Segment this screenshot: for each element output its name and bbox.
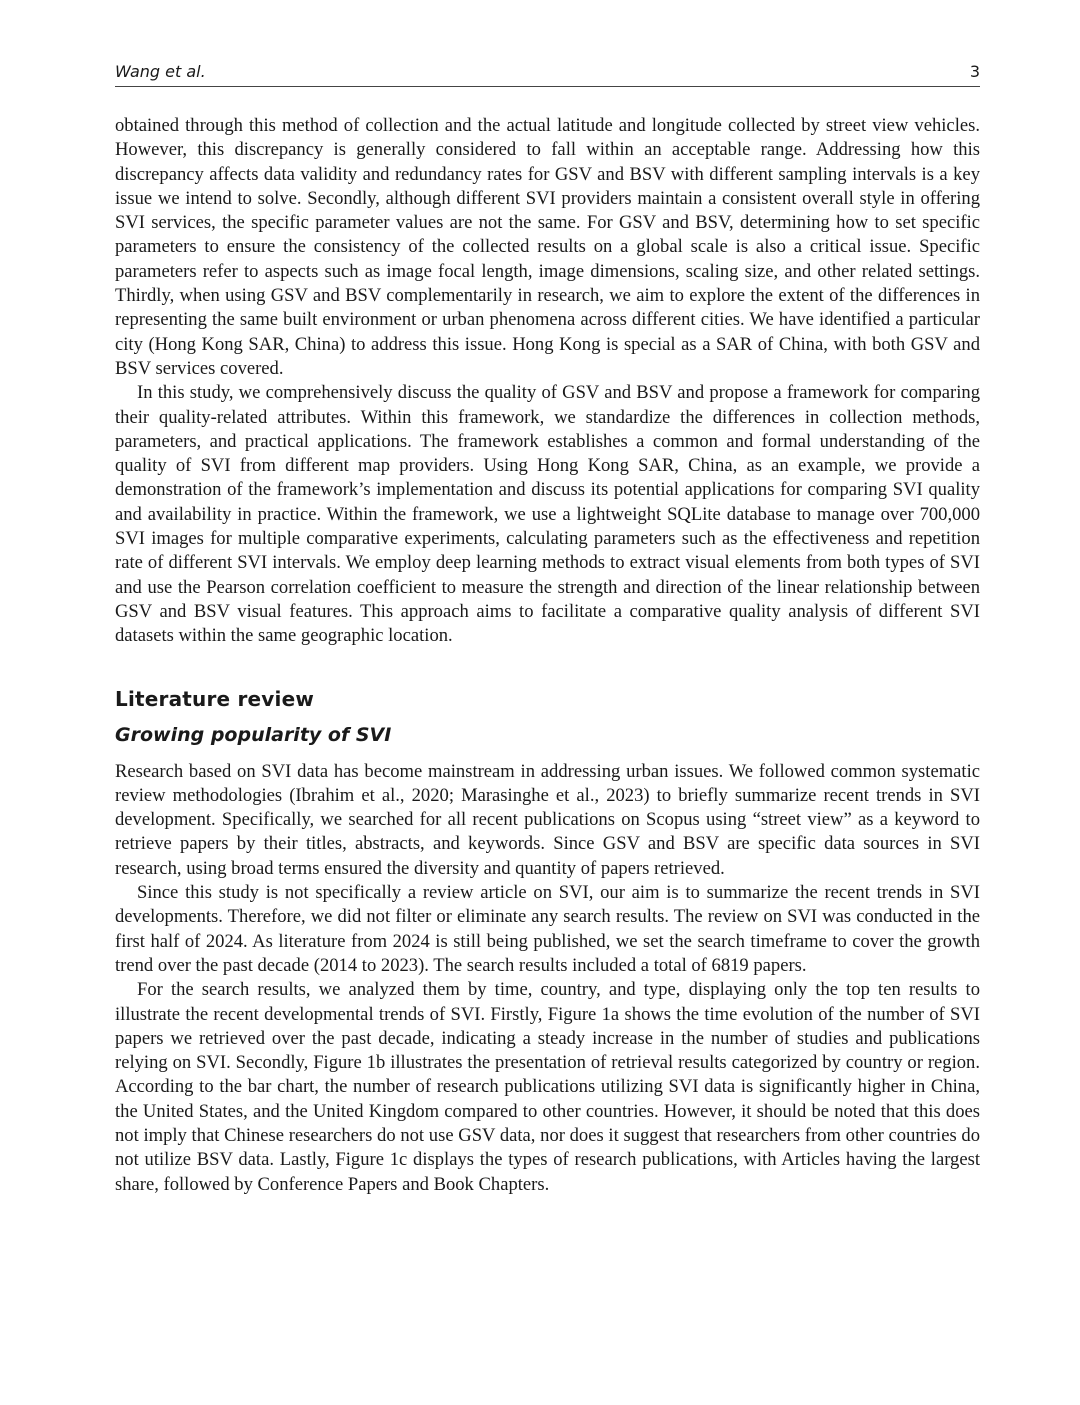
section-text xyxy=(115,760,980,1197)
paragraph: In this study, we comprehensively discuss the quality of GSV and BSV and propose a framework for comparing their quality-related attributes. Within this framework, we standardize the differences in collection methods, parameters, and practical applications. The framework establishes a common and formal understanding of the quality of SVI from different map providers. Using Hong Kong SAR, China, as an example, we provide a demonstration of the framework’s implementation and discuss its potential applications for comparing SVI quality and availability in practice. Within the framework, we use a lightweight SQLite database to manage over 700,000 SVI images for multiple comparative experiments, calculating parameters such as the effectiveness and repetition rate of different SVI intervals. We employ deep learning methods to extract visual elements from both types of SVI and use the Pearson correlation coefficient to measure the strength and direction of the linear relationship between GSV and BSV visual features. This approach aims to facilitate a comparative quality analysis of different SVI datasets within the same geographic location. xyxy=(115,382,980,647)
paragraph: For the search results, we analyzed them by time, country, and type, displaying only the top ten results to illustrate the recent developmental trends of SVI. Firstly, Figure 1a shows the time evolution of the number of SVI papers we retrieved over the past decade, indicating a steady increase in the number of studies and publications relying on SVI. Secondly, Figure 1b illustrates the presentation of retrieval results categorized by country or region. According to the bar chart, the number of research publications utilizing SVI data is significantly higher in China, the United States, and the United Kingdom compared to other countries. However, it should be noted that this does not imply that Chinese researchers do not use GSV data, nor does it suggest that researchers from other countries do not utilize BSV data. Lastly, Figure 1c displays the types of research publications, with Articles having the largest share, followed by Conference Papers and Book Chapters. xyxy=(115,979,980,1195)
running-head-authors: Wang et al. xyxy=(115,62,206,81)
intro-text xyxy=(115,114,980,649)
page-number: 3 xyxy=(969,62,980,81)
page xyxy=(115,62,980,1197)
paragraph: obtained through this method of collection and the actual latitude and longitude collected by street view vehicles. However, this discrepancy is generally considered to fall within an acceptable range. Addressing how this discrepancy affects data validity and redundancy rates for GSV and BSV with different sampling intervals is a key issue we intend to solve. Secondly, although different SVI providers maintain a consistent overall style in offering SVI services, the specific parameter values are not the same. For GSV and BSV, determining how to set specific parameters to ensure the consistency of the collected results on a global scale is also a critical issue. Specific parameters refer to aspects such as image focal length, image dimensions, scaling size, and other related settings. Thirdly, when using GSV and BSV complementarily in research, we aim to explore the extent of the differences in representing the same built environment or urban phenomena across different cities. We have identified a particular city (Hong Kong SAR, China) to address this issue. Hong Kong is special as a SAR of China, with both GSV and BSV services covered. xyxy=(115,115,980,379)
subsection-heading: Growing popularity of SVI xyxy=(115,723,392,746)
paragraph: Since this study is not specifically a review article on SVI, our aim is to summarize the recent trends in SVI developments. Therefore, we did not filter or eliminate any search results. The review on SVI was conducted in the first half of 2024. As literature from 2024 is still being published, we set the search timeframe to cover the growth trend over the past decade (2014 to 2023). The search results included a total of 6819 papers. xyxy=(115,882,980,976)
paragraph: Research based on SVI data has become mainstream in addressing urban issues. We followed common systematic review methodologies (Ibrahim et al., 2020; Marasinghe et al., 2023) to briefly summarize recent trends in SVI development. Specifically, we searched for all recent publications on Scopus using “street view” as a keyword to retrieve papers by their titles, abstracts, and keywords. Since GSV and BSV are specific data sources in SVI research, using broad terms ensured the diversity and quantity of papers retrieved. xyxy=(115,760,980,879)
running-head xyxy=(115,62,980,87)
section-heading: Literature review xyxy=(115,686,315,711)
